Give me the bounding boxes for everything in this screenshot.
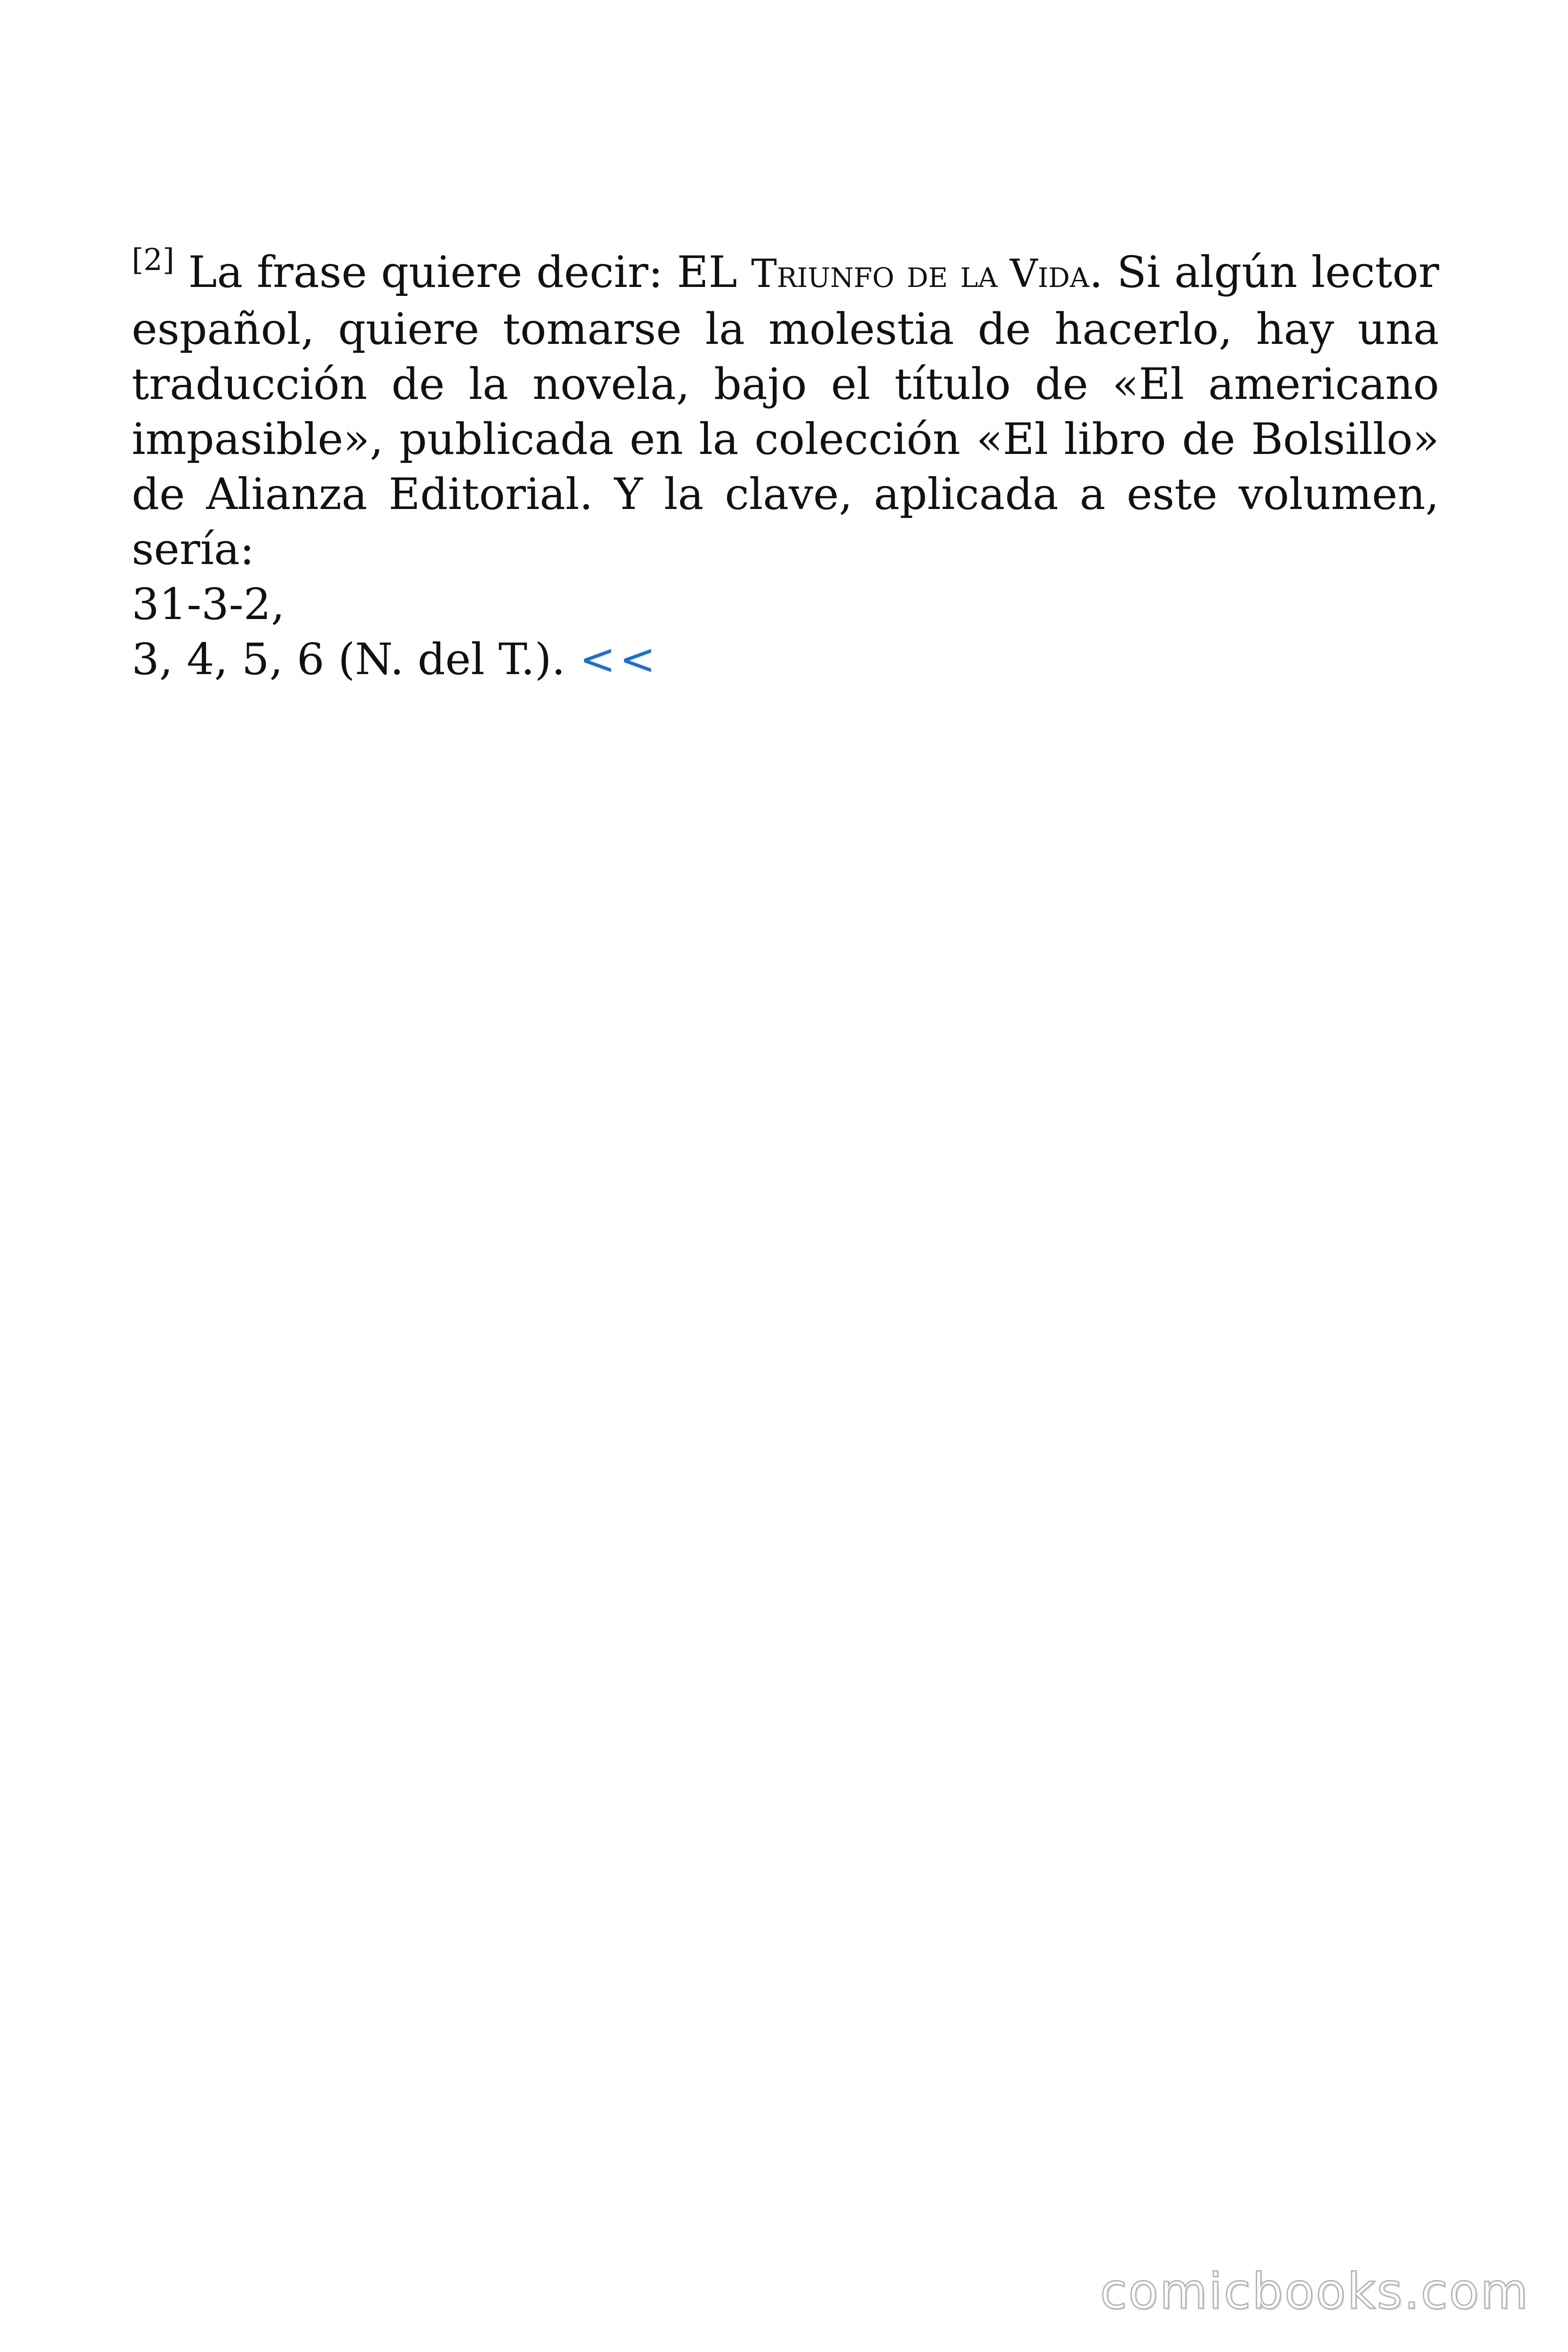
key-line-2-text: 3, 4, 5, 6 (N. del T.). [132, 634, 566, 684]
key-line-1: 31-3-2, [132, 579, 285, 629]
footnote [132, 245, 1439, 687]
footnote-paragraph [132, 245, 1439, 577]
footnote-text-start: La frase quiere decir: EL [174, 247, 752, 297]
back-to-text-link[interactable]: << [579, 634, 660, 684]
key-line-2 [132, 632, 1439, 687]
watermark-logo: comicbooks.com [1100, 2263, 1529, 2320]
footnote-reference: [2] [132, 243, 174, 278]
book-title-smallcaps: Triunfo de la Vida [751, 252, 1089, 296]
footnote-text-body: . Si algún lector español, quiere tomarse la molestia de hacerlo, hay una traducción de la novela, bajo el título de «El americano impasible», publicada en la colección «El libro de Bolsillo» de Alianza Editorial. Y la clave, aplicada a este volumen, sería: [132, 247, 1439, 574]
